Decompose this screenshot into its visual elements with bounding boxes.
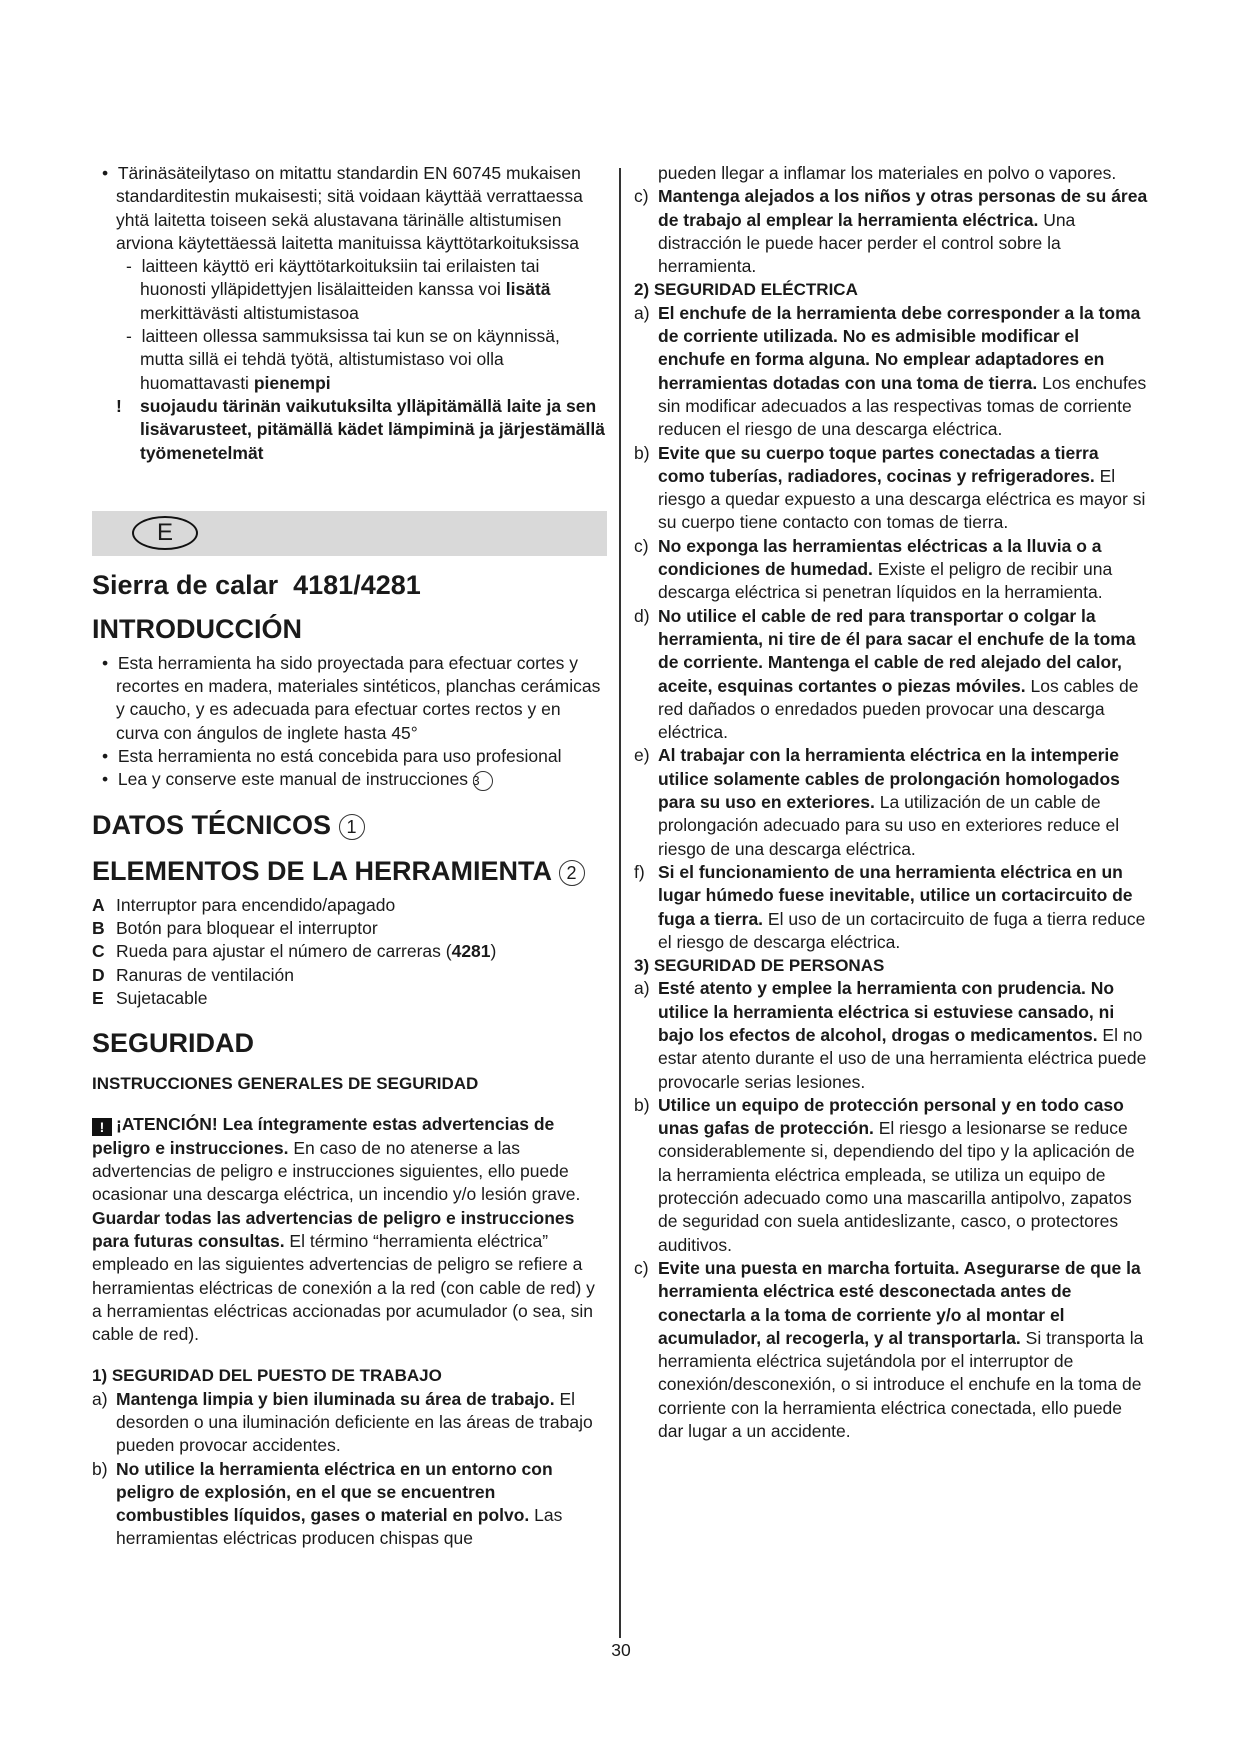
left-column [92, 162, 607, 1551]
electrical-item-a: a) El enchufe de la herramienta debe corresponder a la toma de corriente utilizada. No es admisible modificar el enchufe en forma alguna. No emplear adaptadores en herramientas dotadas con una toma de tierra. Los enchufes sin modificar adecuados a las respectivas tomas de corriente reducen el riesgo de una descarga eléctrica. [634, 302, 1147, 440]
fi-vibration-bullet: • Tärinäsäteilytaso on mitattu standardin EN 60745 mukaisen standarditestin mukaisesti; sitä voidaan käyttää verrattaessa yhtä laitetta toiseen sekä alustavana tärinälle altistumisen arviona käytettäessä laitetta manituissa käyttötarkoituksissa [102, 163, 583, 253]
personal-safety-heading: 3) SEGURIDAD DE PERSONAS [634, 956, 885, 976]
general-instructions-heading: INSTRUCCIONES GENERALES DE SEGURIDAD [92, 1074, 479, 1094]
column-divider [619, 168, 621, 1638]
warning-triangle-icon: ! [92, 1118, 112, 1136]
figure-ref-1: 1 [339, 814, 365, 840]
intro-heading: INTRODUCCIÓN [92, 613, 302, 644]
page-number: 30 [611, 1640, 631, 1660]
intro-bullet-3: • Lea y conserve este manual de instrucciones 3 [92, 768, 607, 791]
part-d: D Ranuras de ventilación [92, 964, 295, 985]
electrical-safety-heading: 2) SEGURIDAD ELÉCTRICA [634, 280, 858, 300]
warning-paragraph: ! ¡ATENCIÓN! Lea íntegramente estas advertencias de peligro e instrucciones. En caso de no atenerse a las advertencias de peligro e instrucciones siguientes, ello puede ocasionar una descarga eléctrica, un incendio y/o lesión grave. Guardar todas las advertencias de peligro e instrucciones para futuras consultas. El término “herramienta eléctrica” empleado en las siguientes advertencias de peligro se refiere a herramientas eléctricas de conexión a la red (con cable de red) y a herramientas eléctricas accionadas por acumulador (o sea, sin cable de red). [92, 1114, 595, 1345]
part-a: A Interruptor para encendido/apagado [92, 894, 396, 915]
electrical-item-e: e) Al trabajar con la herramienta eléctrica en la intemperie utilice solamente cables de prolongación homologados para su uso en exteriores. La utilización de un cable de prolongación adecuado para su uso en exteriores reduce el riesgo de una descarga eléctrica. [634, 745, 1120, 859]
right-column [634, 162, 1149, 1443]
language-band [92, 511, 607, 556]
fi-dash-item-1: - laitteen käyttö eri käyttötarkoituksiin tai erilaisten tai huonosti ylläpidettyjen lisälaitteiden kanssa voi lisätä merkittävästi altistumistasoa [126, 256, 551, 323]
electrical-item-c: c) No exponga las herramientas eléctricas a la lluvia o a condiciones de humedad. Existe el peligro de recibir una descarga eléctrica si penetran líquidos en la herramienta. [634, 535, 1113, 603]
fi-exclamation-item: ! suojaudu tärinän vaikutuksilta ylläpitämällä laite ja sen lisävarusteet, pitämällä kädet lämpiminä ja järjestämällä työmenetelmät [116, 395, 605, 463]
part-e: E Sujetacable [92, 987, 208, 1008]
datos-heading: DATOS TÉCNICOS 1 [92, 808, 607, 842]
workplace-item-c: c) Mantenga alejados a los niños y otras personas de su área de trabajo al emplear la herramienta eléctrica. Una distracción le puede hacer perder el control sobre la herramienta. [634, 186, 1148, 277]
electrical-item-f: f) Si el funcionamiento de una herramienta eléctrica en un lugar húmedo fuese inevitable, utilice un cortacircuito de fuga a tierra. El uso de un cortacircuito de fuga a tierra reduce el riesgo de descarga eléctrica. [634, 861, 1146, 952]
seguridad-heading: SEGURIDAD [92, 1028, 255, 1059]
personal-item-b: b) Utilice un equipo de protección personal y en todo caso unas gafas de protección. El riesgo a lesionarse se reduce considerablemente si, dependiendo del tipo y la aplicación de la herramienta eléctrica empleada, se utiliza un equipo de protección adecuado como una mascarilla antipolvo, zapatos de seguridad con suela antideslizante, casco, o protectores auditivos. [634, 1094, 1135, 1255]
electrical-item-d: d) No utilice el cable de red para transportar o colgar la herramienta, ni tire de él para sacar el enchufe de la toma de corriente. Mantenga el cable de red alejado del calor, aceite, esquinas cortantes o piezas móviles. Los cables de red dañados o enredados pueden provocar una descarga eléctrica. [634, 605, 1139, 743]
workplace-item-b: b) No utilice la herramienta eléctrica en un entorno con peligro de explosión, en el que se encuentren combustibles líquidos, gases o material en polvo. Las herramientas eléctricas producen chispas que [92, 1458, 563, 1549]
workplace-safety-heading: 1) SEGURIDAD DEL PUESTO DE TRABAJO [92, 1366, 442, 1386]
personal-item-a: a) Esté atento y emplee la herramienta con prudencia. No utilice la herramienta eléctrica si estuviese cansado, ni bajo los efectos de alcohol, drogas o medicamentos. El no estar atento durante el uso de una herramienta eléctrica puede provocarle serias lesiones. [634, 978, 1147, 1092]
product-title: Sierra de calar 4181/4281 [92, 569, 421, 600]
figure-ref-2: 2 [559, 860, 585, 886]
fi-dash-item-2: - laitteen ollessa sammuksissa tai kun se on käynnissä, mutta sillä ei tehdä työtä, altistumistaso voi olla huomattavasti pienempi [126, 326, 560, 393]
continued-text: pueden llegar a inflamar los materiales en polvo o vapores. [658, 163, 1117, 183]
personal-item-c: c) Evite una puesta en marcha fortuita. Asegurarse de que la herramienta eléctrica esté desconectada antes de conectarla a la toma de corriente y/o al montar el acumulador, al recogerla, y al transportarla. Si transporta la herramienta eléctrica sujetándola por el interruptor de conexión/desconexión, o si introduce el enchufe en la toma de corriente con la herramienta eléctrica conectada, ello puede dar lugar a un accidente. [634, 1257, 1144, 1442]
part-c: C Rueda para ajustar el número de carreras (4281) [92, 941, 497, 962]
intro-bullet-1: • Esta herramienta ha sido proyectada para efectuar cortes y recortes en madera, materiales sintéticos, planchas cerámicas y caucho, y es adecuada para efectuar cortes rectos y en curva con ángulos de inglete hasta 45° [102, 652, 601, 743]
workplace-item-a: a) Mantenga limpia y bien iluminada su área de trabajo. El desorden o una iluminación deficiente en las áreas de trabajo pueden provocar accidentes. [92, 1388, 593, 1456]
part-b: B Botón para bloquear el interruptor [92, 917, 378, 938]
figure-ref-3: 3 [473, 771, 493, 791]
elementos-heading: ELEMENTOS DE LA HERRAMIENTA 2 [92, 854, 607, 888]
intro-bullet-2: • Esta herramienta no está concebida para uso profesional [102, 746, 562, 767]
language-badge: E [132, 516, 198, 550]
electrical-item-b: b) Evite que su cuerpo toque partes conectadas a tierra como tuberías, radiadores, cocinas y refrigeradores. El riesgo a quedar expuesto a una descarga eléctrica es mayor si su cuerpo tiene contacto con tomas de tierra. [634, 442, 1146, 533]
